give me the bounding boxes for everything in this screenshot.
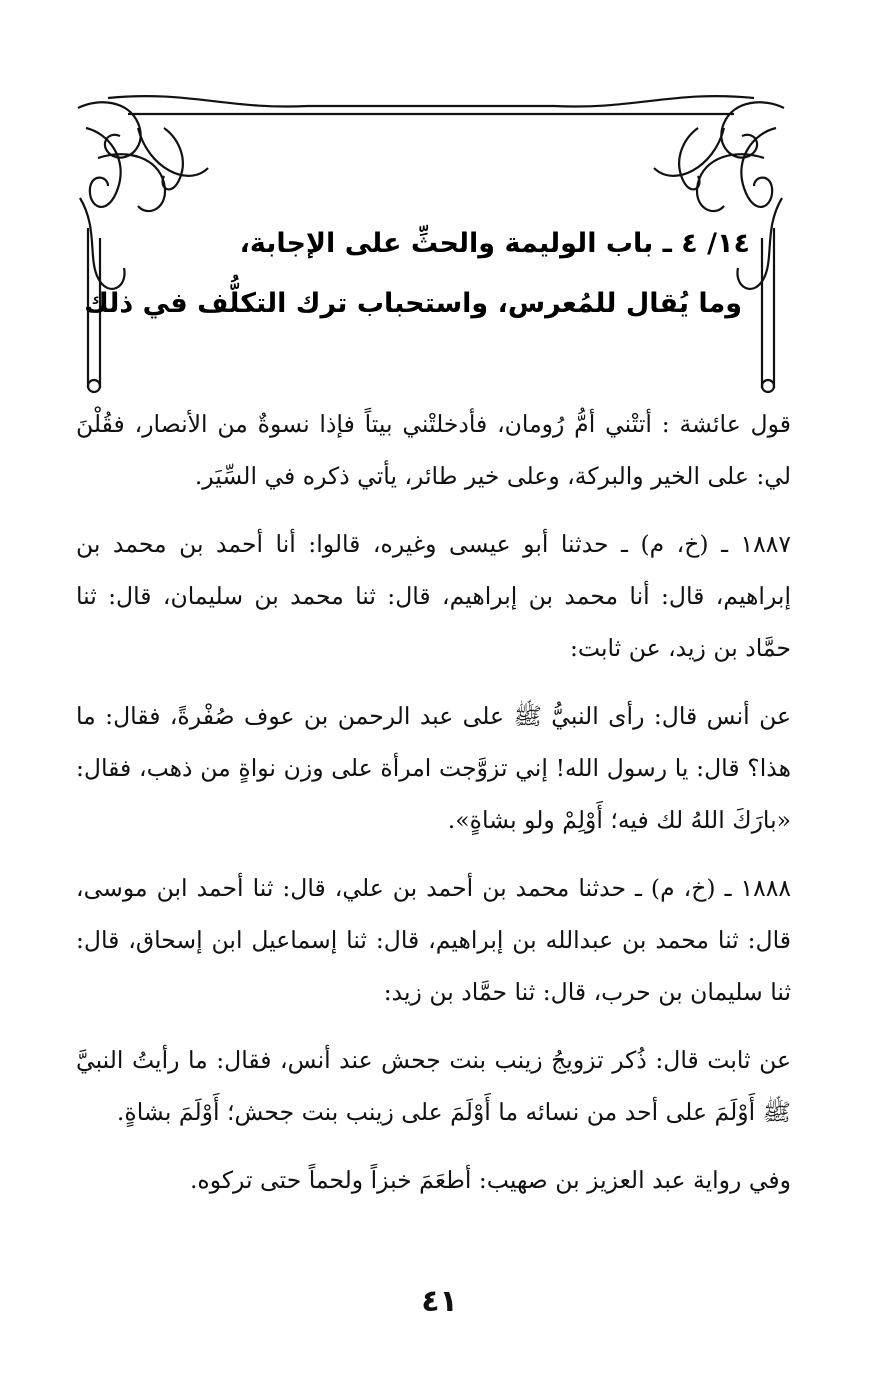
paragraph-hadith-1888-chain: ١٨٨٨ ـ (خ، م) ـ حدثنا محمد بن أحمد بن علي، قال: ثنا أحمد ابن موسى، قال: ثنا محمد بن عبدالله بن إبراهيم، قال: ثنا إسماعيل ابن إسحاق، قال: ثنا سليمان بن حرب، قال: ثنا حمَّاد بن زيد: <box>76 874 791 1006</box>
body-text <box>76 398 791 1222</box>
heading-line-1: ١٤/ ٤ ـ باب الوليمة والحثِّ على الإجابة، <box>239 228 750 259</box>
page-number: ٤١ <box>421 1284 458 1319</box>
paragraph-aisha: قول عائشة : أتتْني أمُّ رُومان، فأدخلتْني بيتاً فإذا نسوةٌ من الأنصار، فقُلْنَ لي: على الخير والبركة، وعلى خير طائر، يأتي ذكره في السِّيَر. <box>76 410 791 490</box>
chapter-heading <box>84 214 750 334</box>
paragraph-hadith-1887-text: عن أنس قال: رأى النبيُّ ﷺ على عبد الرحمن بن عوف صُفْرةً، فقال: ما هذا؟ قال: يا رسول الله! إني تزوَّجت امرأة على وزن نواةٍ من ذهب، فقال: «بارَكَ اللهُ لك فيه؛ أَوْلِمْ ولو بشاةٍ». <box>76 702 791 834</box>
heading-line-2: وما يُقال للمُعرس، واستحباب ترك التكلُّف في ذلك <box>84 288 742 319</box>
paragraph-hadith-1888-text: عن ثابت قال: ذُكر تزويجُ زينب بنت جحش عند أنس، فقال: ما رأيتُ النبيَّ ﷺ أَوْلَمَ على أحد من نسائه ما أَوْلَمَ على زينب بنت جحش؛ أَوْلَمَ بشاةٍ. <box>76 1046 791 1126</box>
paragraph-hadith-1887-chain: ١٨٨٧ ـ (خ، م) ـ حدثنا أبو عيسى وغيره، قالوا: أنا أحمد بن محمد بن إبراهيم، قال: أنا محمد بن إبراهيم، قال: ثنا محمد بن سليمان، قال: ثنا حمَّاد بن زيد، عن ثابت: <box>76 530 791 662</box>
paragraph-riwaya: وفي رواية عبد العزيز بن صهيب: أطعَمَ خبزاً ولحماً حتى تركوه. <box>189 1166 791 1194</box>
